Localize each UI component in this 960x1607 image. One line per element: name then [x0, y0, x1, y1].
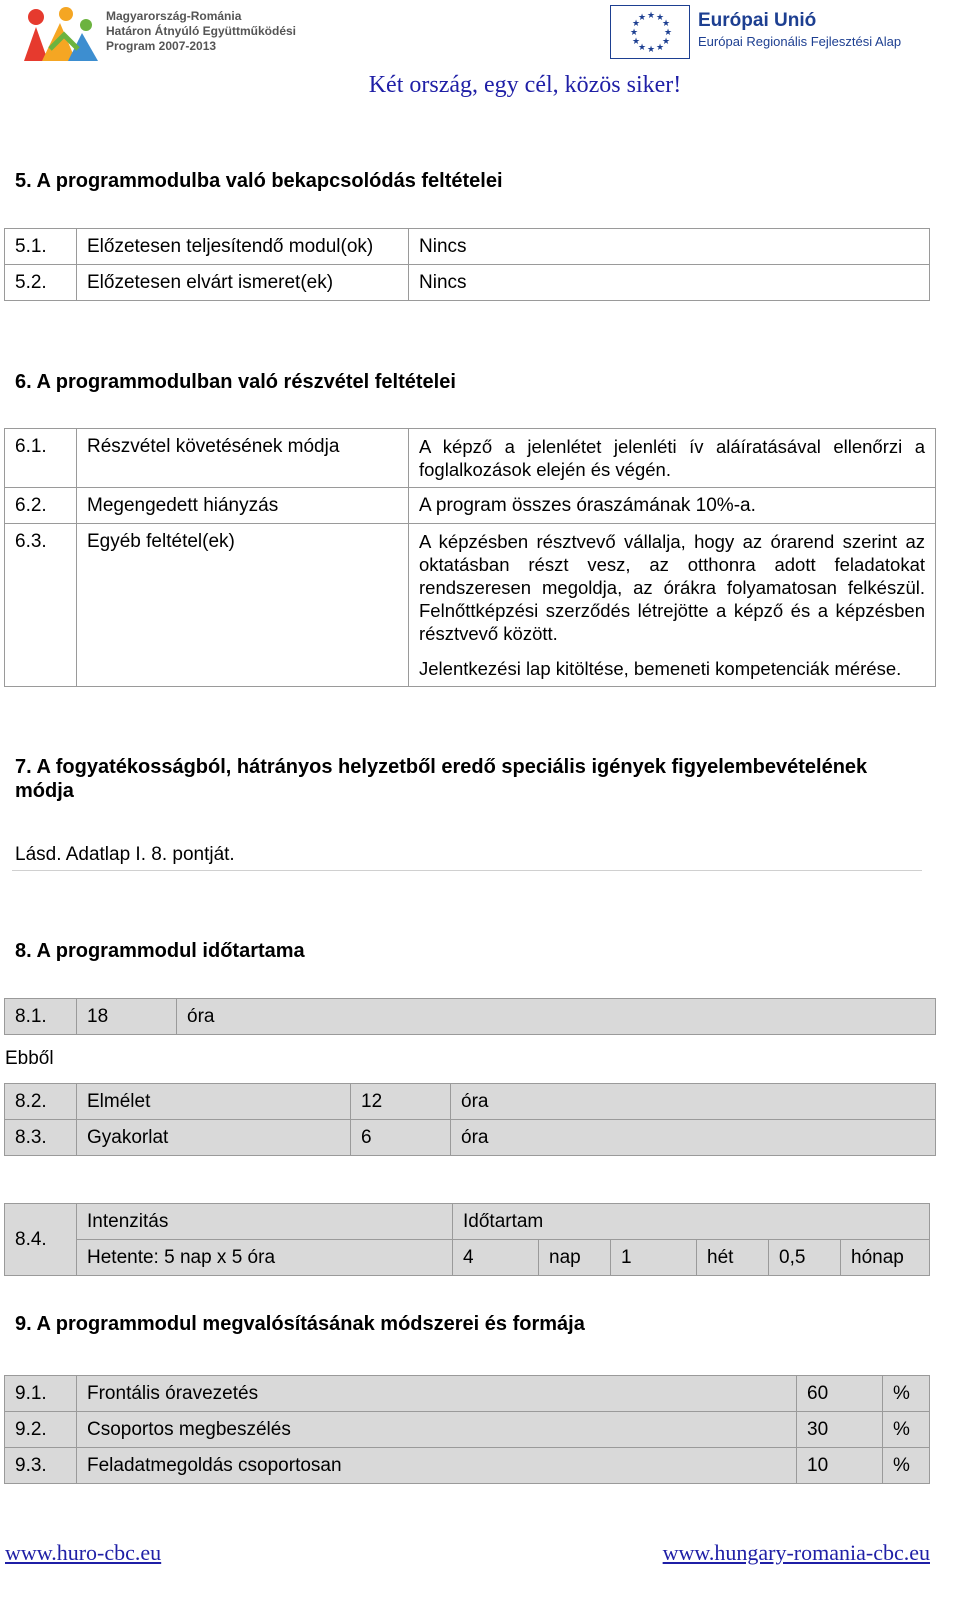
row-unit: óra — [451, 1120, 936, 1156]
row-number: 9.1. — [5, 1376, 77, 1412]
row-number: 6.3. — [5, 524, 77, 687]
svg-text:★: ★ — [656, 43, 665, 53]
section8-total-table — [4, 998, 936, 1035]
section8-intensity-table — [4, 1203, 930, 1276]
table-row — [5, 999, 936, 1035]
row-value: A program összes óraszámának 10%-a. — [409, 488, 936, 524]
program-logo-icon — [20, 5, 100, 63]
row-label: Megengedett hiányzás — [77, 488, 409, 524]
row-label: Elmélet — [77, 1084, 351, 1120]
intensity-value: Hetente: 5 nap x 5 óra — [77, 1240, 453, 1276]
duration-weeks: 1 — [611, 1240, 697, 1276]
row-value: 6 — [351, 1120, 451, 1156]
row-label: Csoportos megbeszélés — [77, 1412, 797, 1448]
table-row — [5, 1448, 930, 1484]
table-row — [5, 1240, 930, 1276]
svg-text:★: ★ — [662, 19, 671, 29]
footer-link-huro[interactable]: www.huro-cbc.eu — [5, 1540, 162, 1565]
row-number: 5.2. — [5, 265, 77, 301]
svg-text:★: ★ — [630, 28, 639, 38]
section7-text: Lásd. Adatlap I. 8. pontját. — [15, 844, 235, 865]
row-label: Előzetesen elvárt ismeret(ek) — [77, 265, 409, 301]
row-unit: % — [883, 1448, 930, 1484]
row-label: Egyéb feltétel(ek) — [77, 524, 409, 687]
program-logo — [20, 5, 320, 63]
row-number: 8.1. — [5, 999, 77, 1035]
table-row — [5, 1376, 930, 1412]
table-row — [5, 229, 930, 265]
divider — [12, 870, 922, 871]
row-label: Feladatmegoldás csoportosan — [77, 1448, 797, 1484]
duration-months: 0,5 — [769, 1240, 841, 1276]
svg-text:★: ★ — [632, 19, 641, 29]
row-label: Gyakorlat — [77, 1120, 351, 1156]
row-value: 30 — [797, 1412, 883, 1448]
eu-title: Európai Unió — [698, 10, 817, 31]
row-value: Nincs — [409, 265, 930, 301]
table-row — [5, 1204, 930, 1240]
svg-text:★: ★ — [638, 43, 647, 53]
row-value — [409, 524, 936, 687]
table-row — [5, 429, 936, 488]
row-number: 8.3. — [5, 1120, 77, 1156]
table-row — [5, 1120, 936, 1156]
duration-months-unit: hónap — [841, 1240, 930, 1276]
row-unit: óra — [451, 1084, 936, 1120]
table-row — [5, 1412, 930, 1448]
row-number: 9.2. — [5, 1412, 77, 1448]
table-row — [5, 488, 936, 524]
duration-days: 4 — [453, 1240, 539, 1276]
row-number: 6.1. — [5, 429, 77, 488]
row-number: 8.2. — [5, 1084, 77, 1120]
row-number: 8.4. — [5, 1204, 77, 1276]
svg-text:★: ★ — [662, 37, 671, 47]
row-value: Nincs — [409, 229, 930, 265]
eu-subtitle: Európai Regionális Fejlesztési Alap — [698, 34, 902, 49]
row-label: Frontális óravezetés — [77, 1376, 797, 1412]
row-label: Részvétel követésének módja — [77, 429, 409, 488]
row-unit: % — [883, 1412, 930, 1448]
slogan: Két ország, egy cél, közös siker! — [368, 72, 682, 98]
footer-link-hungary-romania[interactable]: www.hungary-romania-cbc.eu — [662, 1540, 930, 1565]
eu-flag — [610, 5, 690, 59]
row-value: A képző a jelenlétet jelenléti ív aláíratásával ellenőrzi a foglalkozások elején és végén. — [409, 429, 936, 488]
row-value: 12 — [351, 1084, 451, 1120]
row-value: 10 — [797, 1448, 883, 1484]
duration-label: Időtartam — [453, 1204, 930, 1240]
svg-text:★: ★ — [638, 13, 647, 23]
ebbol-label: Ebből — [5, 1048, 54, 1069]
eu-stars-icon — [611, 6, 689, 58]
section5-title: 5. A programmodulba való bekapcsolódás feltételei — [15, 170, 503, 192]
row-value: 18 — [77, 999, 177, 1035]
row-value-text-2: Jelentkezési lap kitöltése, bemeneti kompetenciák mérése. — [419, 658, 902, 679]
table-row — [5, 1084, 936, 1120]
row-value: 60 — [797, 1376, 883, 1412]
row-label: Előzetesen teljesítendő modul(ok) — [77, 229, 409, 265]
table-row — [5, 265, 930, 301]
row-number: 5.1. — [5, 229, 77, 265]
table-row — [5, 524, 936, 687]
row-number: 6.2. — [5, 488, 77, 524]
row-value-text: A képzésben résztvevő vállalja, hogy az órarend szerint az oktatásban részt vesz, az otthonra adott feladatokat rendszeresen megoldja, az órákra folyamatosan felkészül. Felnőttképzési szerződés létrejötte a képző és a képzésben résztvevő között. — [419, 531, 925, 644]
section6-table — [4, 428, 936, 687]
svg-text:★: ★ — [632, 37, 641, 47]
section7-title: 7. A fogyatékosságból, hátrányos helyzetből eredő speciális igények figyelembevételének módja — [15, 756, 868, 802]
row-number: 9.3. — [5, 1448, 77, 1484]
svg-text:★: ★ — [664, 28, 673, 38]
duration-weeks-unit: hét — [697, 1240, 769, 1276]
svg-text:★: ★ — [656, 13, 665, 23]
section6-title: 6. A programmodulban való részvétel feltételei — [15, 371, 456, 393]
program-logo-text: Magyarország-Románia Határon Átnyúló Együttműködési Program 2007-2013 — [106, 9, 297, 53]
row-unit: óra — [177, 999, 936, 1035]
section8-breakdown-table — [4, 1083, 936, 1156]
section5-table — [4, 228, 930, 301]
svg-text:★: ★ — [647, 45, 656, 55]
duration-days-unit: nap — [539, 1240, 611, 1276]
section9-title: 9. A programmodul megvalósításának módszerei és formája — [15, 1313, 585, 1335]
section9-table — [4, 1375, 930, 1484]
row-unit: % — [883, 1376, 930, 1412]
section8-title: 8. A programmodul időtartama — [15, 940, 305, 962]
intensity-label: Intenzitás — [77, 1204, 453, 1240]
svg-text:★: ★ — [647, 11, 656, 21]
